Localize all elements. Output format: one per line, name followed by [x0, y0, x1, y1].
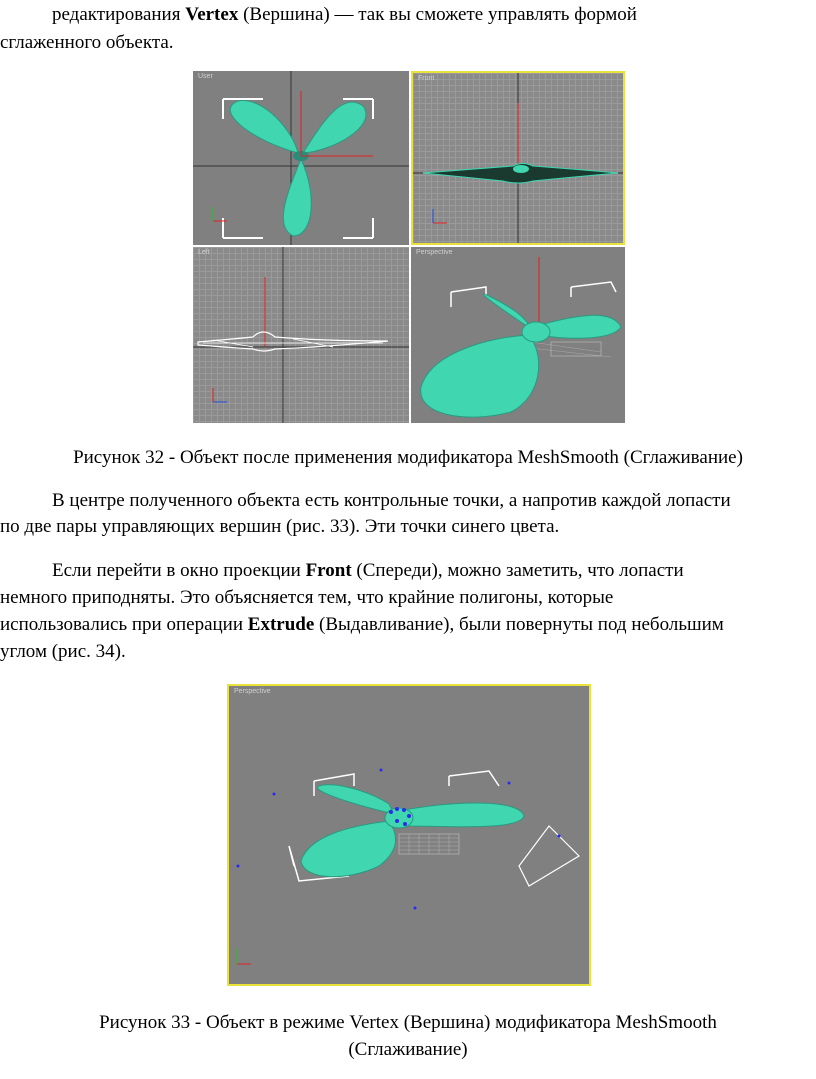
text-line: сглаженного объекта. — [0, 32, 174, 53]
text-line — [0, 2, 816, 28]
viewport-left-render — [193, 247, 409, 423]
viewport-label: Front — [418, 75, 435, 82]
viewport-front[interactable] — [411, 71, 625, 245]
bold-term: Front — [305, 560, 352, 581]
viewport-user-render — [193, 71, 409, 245]
text-span: (Выдавливание), были повернуты под небольшим — [314, 614, 724, 635]
figure-33-caption-line1: Рисунок 33 - Объект в режиме Vertex (Вершина) модификатора MeshSmooth — [99, 1012, 717, 1033]
viewport-label: Perspective — [234, 688, 271, 695]
text-line: по две пары управляющих вершин (рис. 33). Эти точки синего цвета. — [0, 516, 560, 537]
text-span: редактирования — [52, 4, 186, 25]
text-span: (Спереди), можно заметить, что лопасти — [351, 560, 684, 581]
figure-32-caption: Рисунок 32 - Объект после применения модификатора MeshSmooth (Сглаживание) — [73, 447, 743, 468]
viewport-perspective-render — [411, 247, 625, 423]
viewport-label: Left — [198, 249, 210, 256]
figure-32 — [193, 71, 625, 423]
text-span: Если перейти в окно проекции — [52, 560, 306, 581]
viewport-user[interactable] — [193, 71, 409, 245]
text-line: немного приподняты. Это объясняется тем, что крайние полигоны, которые — [0, 587, 614, 608]
viewport-left[interactable] — [193, 247, 409, 423]
figure-33-caption-line2: (Сглаживание) — [348, 1039, 468, 1060]
bold-term: Extrude — [247, 614, 315, 635]
text-span: В центре полученного объекта есть контрольные точки, а напротив каждой лопасти — [52, 490, 731, 511]
viewport-label: Perspective — [416, 249, 453, 256]
text-line — [0, 488, 816, 514]
text-line: углом (рис. 34). — [0, 641, 126, 662]
text-span: (Вершина) — так вы сможете управлять формой — [238, 4, 637, 25]
text-line — [0, 558, 816, 584]
text-line — [0, 612, 816, 638]
bold-term: Vertex — [185, 4, 239, 25]
viewport-front-render — [413, 73, 623, 243]
figure-33-viewport[interactable] — [227, 684, 591, 986]
viewport-perspective[interactable] — [411, 247, 625, 423]
text-span: использовались при операции — [0, 614, 248, 635]
figure-33-render — [229, 686, 589, 984]
viewport-label: User — [198, 73, 213, 80]
